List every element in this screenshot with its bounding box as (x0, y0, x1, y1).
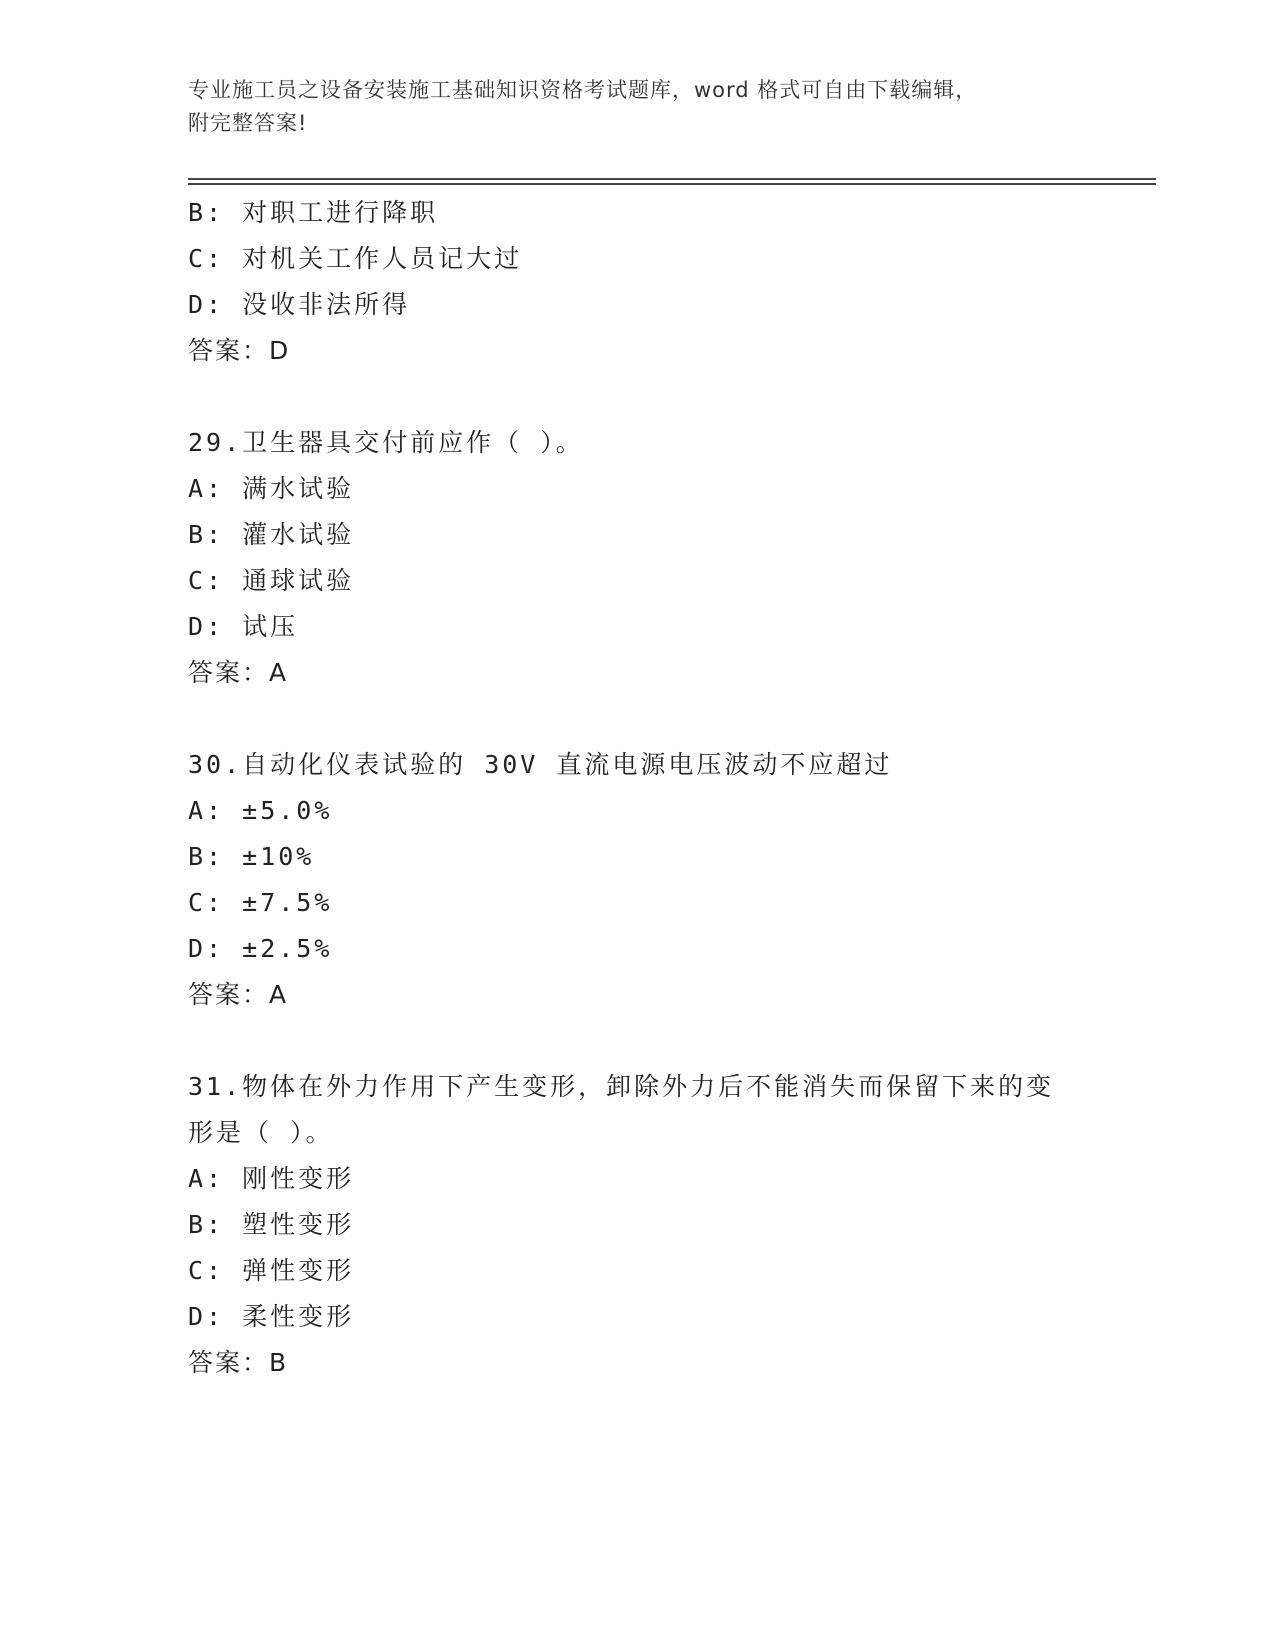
option-c: C: ±7.5% (188, 888, 333, 917)
option-b: B: 对职工进行降职 (188, 198, 439, 227)
option-d: D: 试压 (188, 612, 299, 641)
option-b: B: 塑性变形 (188, 1210, 355, 1239)
question-text-line-1: 31.物体在外力作用下产生变形，卸除外力后不能消失而保留下来的变 (188, 1072, 1055, 1101)
header-line-2: 附完整答案! (188, 111, 308, 135)
question-block-30 (188, 742, 1088, 1018)
option-d: D: ±2.5% (188, 934, 333, 963)
option-c: C: 对机关工作人员记大过 (188, 244, 523, 273)
option-a: A: 刚性变形 (188, 1164, 355, 1193)
option-c: C: 弹性变形 (188, 1256, 355, 1285)
question-block-29 (188, 420, 1088, 696)
answer-label: 答案：B (188, 1348, 289, 1377)
option-a: A: ±5.0% (188, 796, 333, 825)
answer-label: 答案：A (188, 658, 289, 687)
option-d: D: 没收非法所得 (188, 290, 411, 319)
header-line-1: 专业施工员之设备安装施工基础知识资格考试题库，word 格式可自由下载编辑， (188, 78, 978, 102)
option-d: D: 柔性变形 (188, 1302, 355, 1331)
header-divider-bottom (188, 183, 1156, 185)
option-b: B: 灌水试验 (188, 520, 355, 549)
question-text: 29.卫生器具交付前应作（ ）。 (188, 428, 584, 457)
header-divider-top (188, 178, 1156, 180)
answer-label: 答案：D (188, 336, 291, 365)
question-text-line-2: 形是（ ）。 (188, 1118, 334, 1147)
question-block-31 (188, 1064, 1088, 1386)
document-header (188, 74, 1088, 140)
option-c: C: 通球试验 (188, 566, 355, 595)
question-text: 30.自动化仪表试验的 30V 直流电源电压波动不应超过 (188, 750, 893, 779)
option-b: B: ±10% (188, 842, 315, 871)
answer-label: 答案：A (188, 980, 289, 1009)
option-a: A: 满水试验 (188, 474, 355, 503)
question-block-28-tail (188, 190, 1088, 374)
question-list (188, 190, 1088, 1386)
